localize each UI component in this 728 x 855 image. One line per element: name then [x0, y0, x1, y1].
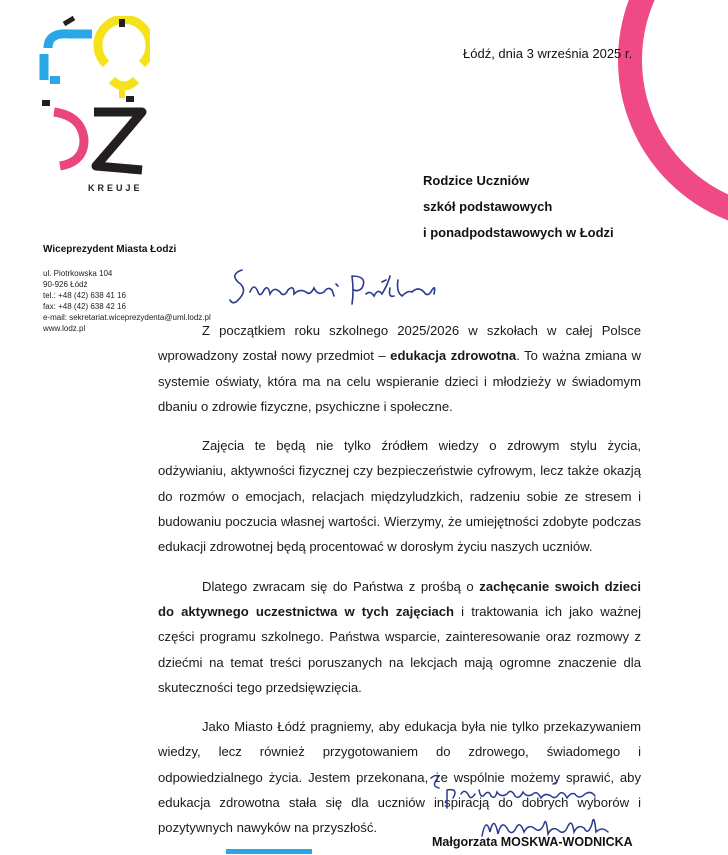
recipient-line: i ponadpodstawowych w Łodzi [423, 225, 614, 240]
sender-title: Wiceprezydent Miasta Łodzi [43, 244, 177, 255]
body-paragraph-3: Dlatego zwracam się do Państwa z prośbą o zachęcanie swoich dzieci do aktywnego uczestnictwa w tych zajęciach i traktowania ich jako ważnej części programu szkolnego. Państwa wsparcie, zainteresowanie oraz rozmowy z dziećmi na temat treści poruszanych na lekcjach mają ogromne znaczenie dla skuteczności tego przedsięwzięcia. [158, 578, 641, 695]
contact-address: ul. Piotrkowska 104 [43, 269, 113, 278]
recipient-line: szkół podstawowych [423, 199, 553, 214]
recipient-block [423, 168, 614, 246]
recipient-line: Rodzice Uczniów [423, 173, 530, 188]
emphasis-edukacja-zdrowotna: edukacja zdrowotna [390, 348, 517, 364]
contact-fax: fax: +48 (42) 638 42 16 [43, 301, 126, 311]
contact-website: www.lodz.pl [43, 323, 86, 333]
lodz-logo [30, 16, 150, 196]
logo-black-z [94, 112, 142, 170]
contact-phone: tel.: +48 (42) 638 41 16 [43, 290, 126, 300]
ring-arc [630, 0, 728, 220]
handwritten-closing [425, 770, 625, 810]
signer-name: Małgorzata MOSKWA-WODNICKA [432, 835, 633, 849]
body-paragraph-2: Zajęcia te będą nie tylko źródłem wiedzy o zdrowym stylu życia, odżywianiu, aktywności fizycznej czy bezpieczeństwie cyfrowym, lecz także okazją do rozmów o emocjach, relacjach międzyludzkich, radzeniu sobie ze stresem i budowaniu poczucia własnej wartości. Wierzymy, że umiejętności zdobyte podczas edukacji zdrowotnej będą procentować w dorosłym życiu naszych uczniów. [158, 438, 641, 555]
logo-tagline: KREUJE [88, 183, 143, 193]
body-paragraph-4: Jako Miasto Łódź pragniemy, aby edukacja była nie tylko przekazywaniem wiedzy, lecz również przygotowaniem do zdrowego, świadomego i odpowiedzialnego życia. Jestem przekonana, że wspólnie możemy sprawić, aby edukacja zdrowotna stała się dla uczniów inspiracją do dobrych wyborów i pozytywnych nawyków na przyszłość. [158, 719, 641, 836]
letter-date: Łódź, dnia 3 września 2025 r. [463, 46, 633, 61]
logo-magenta-arc [54, 112, 84, 166]
logo-blue-arc [48, 34, 92, 48]
handwritten-greeting [228, 262, 448, 312]
contact-postcode: 90-926 Łódź [43, 279, 88, 289]
body-paragraph-1: Z początkiem roku szkolnego 2025/2026 w szkołach w całej Polsce wprowadzony został nowy przedmiot – edukacja zdrowotna. To ważna zmiana w systemie oświaty, która ma na celu wspieranie dzieci i młodzieży w świadomym dbaniu o zdrowie fizyczne, psychiczne i społeczne. [158, 323, 641, 414]
contact-email: e-mail: sekretariat.wiceprezydenta@uml.lodz.pl [43, 312, 211, 322]
emphasis-request: zachęcanie swoich dzieci do aktywnego uczestnictwa w tych zajęciach [158, 578, 641, 619]
footer-accent-bar [226, 849, 312, 854]
